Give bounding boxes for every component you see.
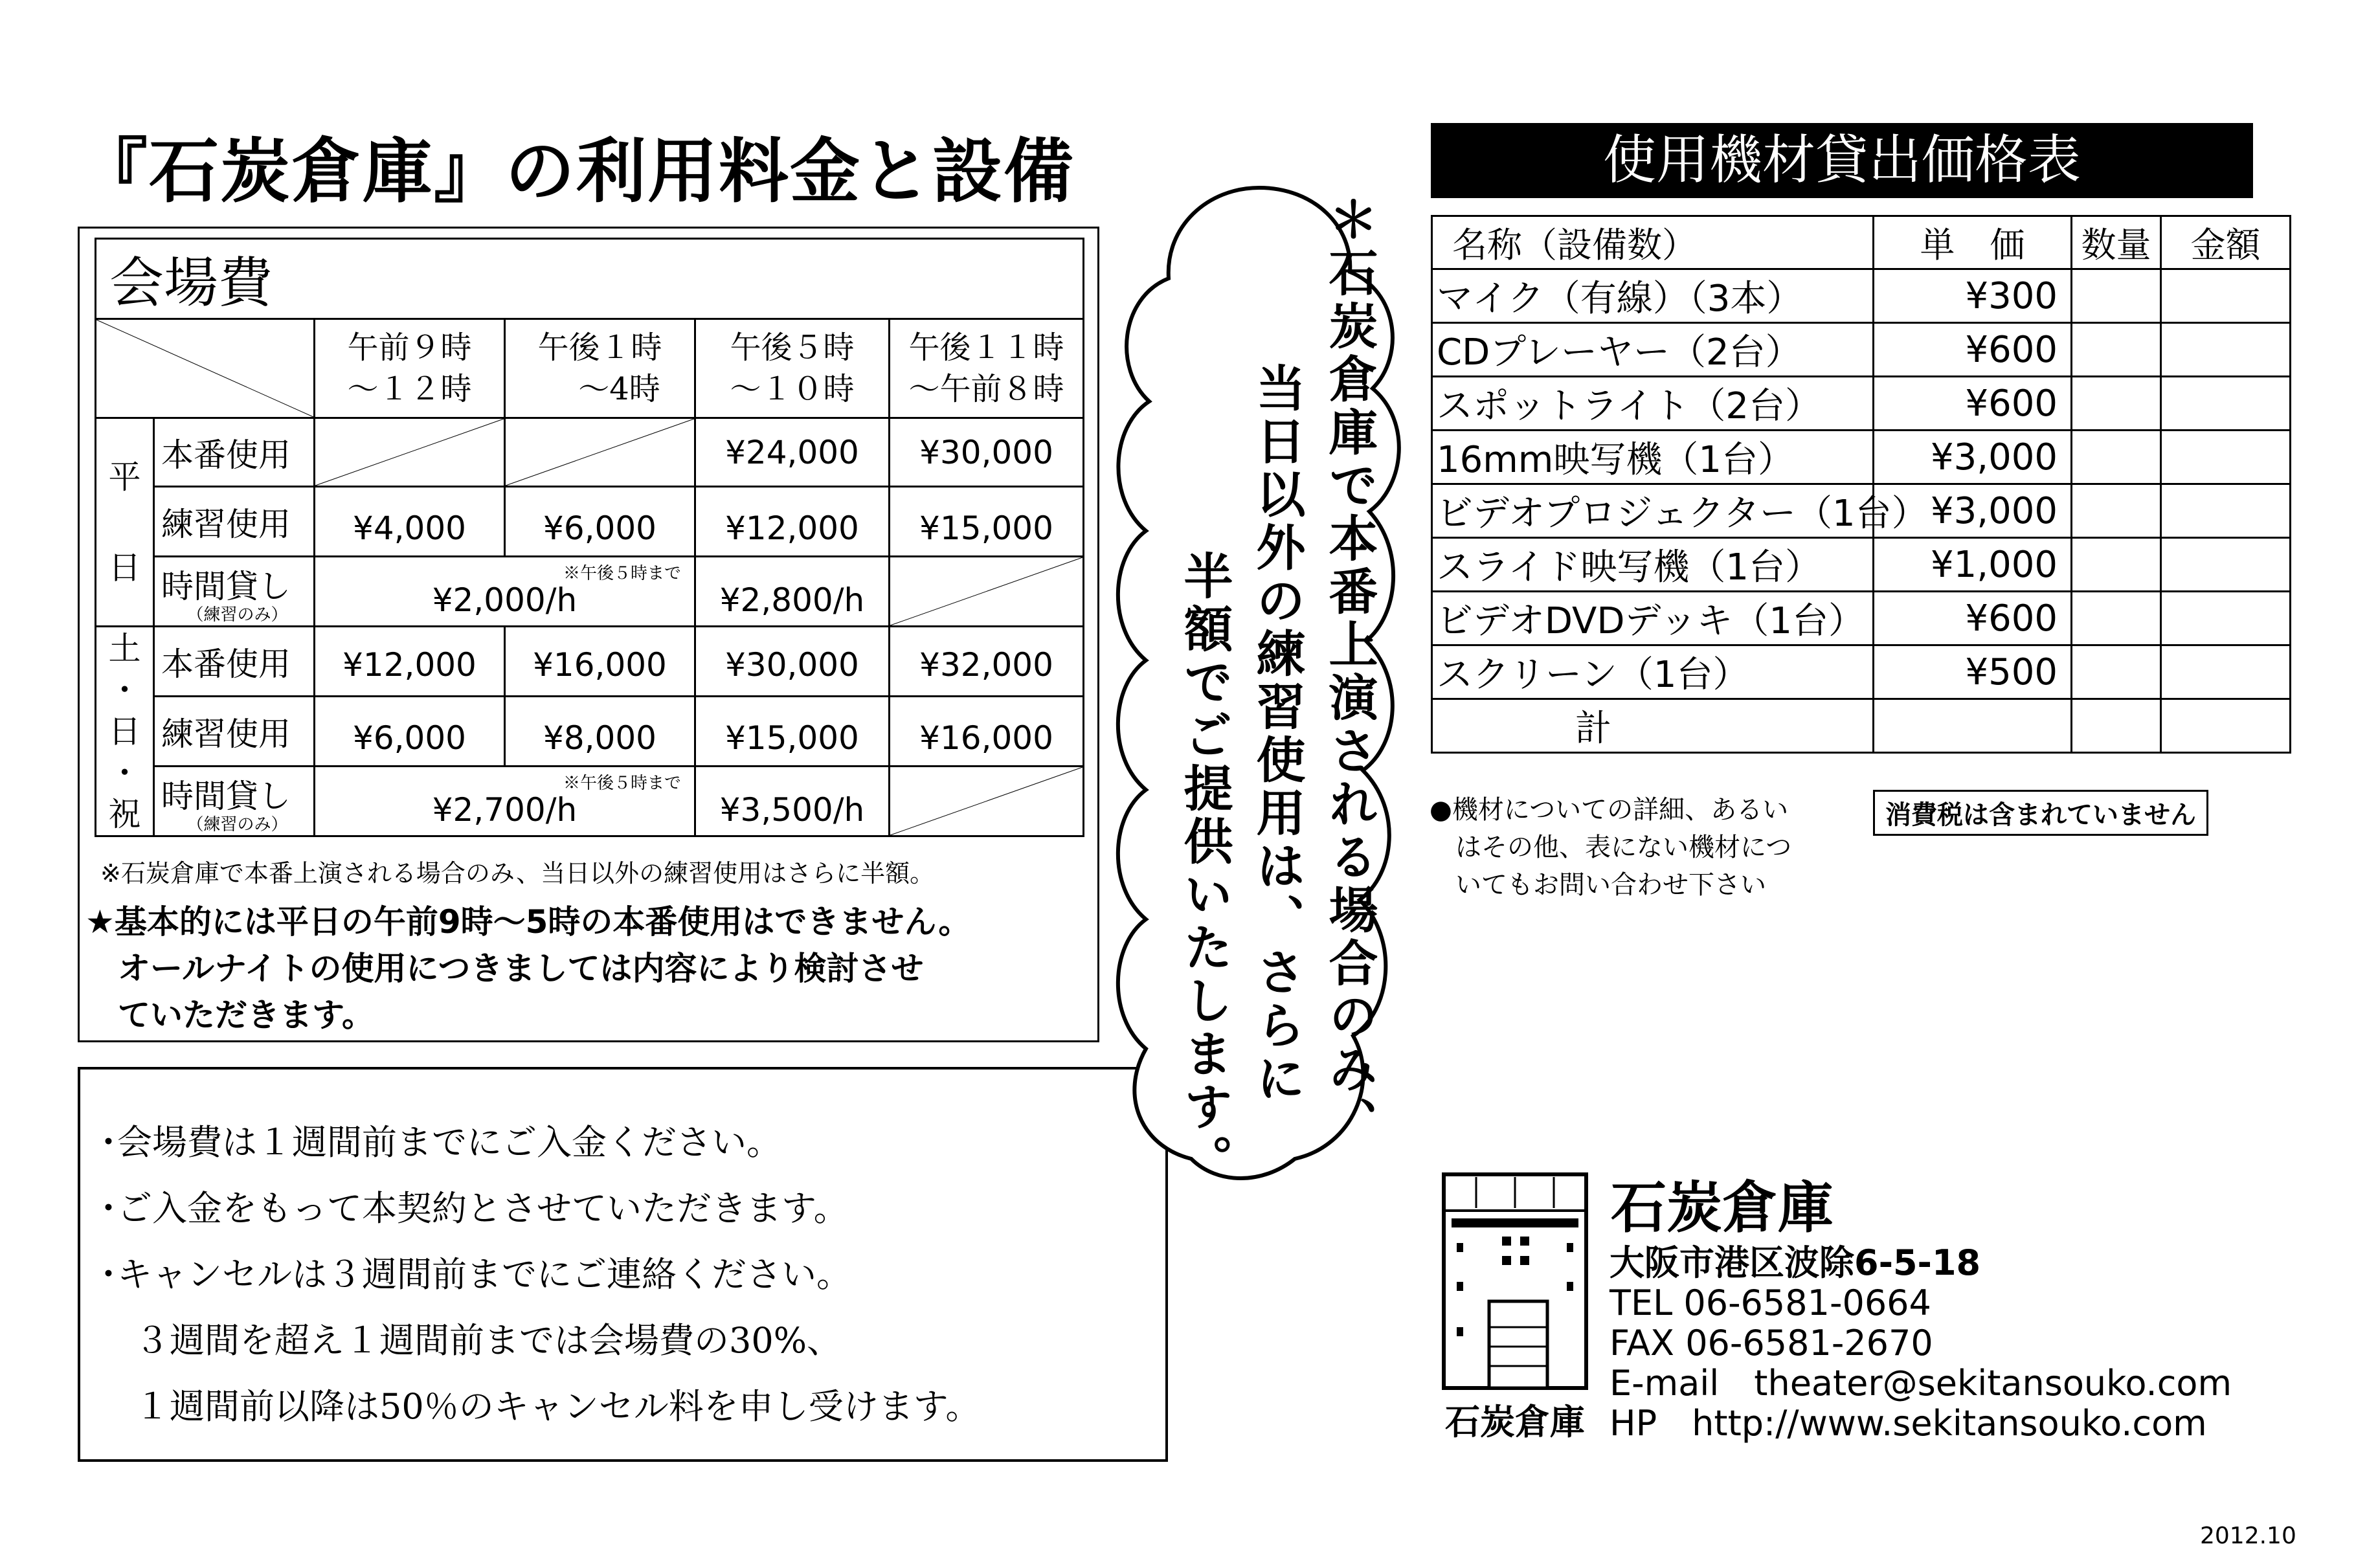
price-cell: ¥15,000 — [890, 487, 1084, 557]
equipment-price: ¥3,000 — [1874, 431, 2072, 484]
price-cell: ¥16,000 — [890, 697, 1084, 767]
qty-cell — [2072, 484, 2161, 538]
condition-item: ３週間を超え１週間前までは会場費の30%、 — [100, 1320, 842, 1361]
cloud-line-3: 半額でご提供いたします。 — [1176, 550, 1233, 1187]
column-header-morning: 午前９時 ～１２時 — [315, 319, 505, 418]
equipment-table — [1431, 215, 2291, 754]
equipment-total-row — [1432, 699, 2291, 753]
cloud-line-2: 当日以外の練習使用は、さらに — [1248, 363, 1306, 1106]
equipment-price: ¥600 — [1874, 592, 2072, 645]
price-cell: ¥16,000 — [505, 627, 695, 697]
row-label-weekday-main: 本番使用 — [154, 418, 315, 487]
price-cell-hourly: ※午後５時まで ¥2,700/h — [315, 767, 695, 836]
total-qty-cell — [2072, 699, 2161, 753]
equipment-header-name: 名称（設備数） — [1432, 216, 1874, 269]
equipment-row — [1432, 269, 2291, 323]
price-cell: ¥32,000 — [890, 627, 1084, 697]
column-header-afternoon: 午後１時 ～4時 — [505, 319, 695, 418]
cell-empty — [315, 418, 505, 487]
price-cell: ¥6,000 — [315, 697, 505, 767]
svg-text:石炭倉庫: 石炭倉庫 — [1445, 1402, 1585, 1442]
total-amount-cell — [2161, 699, 2291, 753]
price-cell: ¥12,000 — [315, 627, 505, 697]
amount-cell — [2161, 645, 2291, 699]
header-corner — [96, 319, 315, 418]
equipment-note: ●機材についての詳細、あるい はその他、表にない機材につ いてもお問い合わせ下さい — [1430, 795, 1792, 900]
row-label-holiday-hourly: 時間貸し （練習のみ） — [154, 767, 315, 836]
column-header-evening: 午後５時 ～１０時 — [695, 319, 890, 418]
condition-item: ･キャンセルは３週間前までにご連絡ください。 — [100, 1254, 851, 1295]
venue-fee-table — [95, 238, 1084, 837]
usage-restriction-note: ★基本的には平日の午前9時～5時の本番使用はできません。 オールナイトの使用につきましては内容により検討させ ていただきます。 — [85, 903, 971, 1034]
equipment-header-price: 単 価 — [1874, 216, 2072, 269]
equipment-name: スポットライト（2台） — [1432, 377, 1874, 431]
equipment-row — [1432, 377, 2291, 431]
contact-name: 石炭倉庫 — [1611, 1176, 1834, 1240]
column-header-night: 午後１１時 ～午前８時 — [890, 319, 1084, 418]
cell-empty — [505, 418, 695, 487]
price-cell: ¥30,000 — [890, 418, 1084, 487]
price-cell: ¥8,000 — [505, 697, 695, 767]
group-weekday: 平 日 — [96, 418, 154, 627]
amount-cell — [2161, 538, 2291, 592]
group-holiday: 土 ・ 日 ・ 祝 — [96, 627, 154, 836]
amount-cell — [2161, 431, 2291, 484]
price-cell: ¥2,800/h — [695, 557, 890, 627]
cloud-line-1: ＊石炭倉庫で本番上演される場合のみ、 — [1321, 194, 1378, 1150]
qty-cell — [2072, 431, 2161, 484]
cell-empty — [890, 767, 1084, 836]
equipment-name: ビデオDVDデッキ（1台） — [1432, 592, 1874, 645]
equipment-row — [1432, 592, 2291, 645]
equipment-total-label: 計 — [1432, 699, 1874, 753]
price-cell: ¥15,000 — [695, 697, 890, 767]
tax-note: 消費税は含まれていません — [1873, 790, 2208, 836]
price-cell: ¥6,000 — [505, 487, 695, 557]
price-cell: ¥12,000 — [695, 487, 890, 557]
price-cell: ¥3,500/h — [695, 767, 890, 836]
price-cell: ¥4,000 — [315, 487, 505, 557]
equipment-header-amount: 金額 — [2161, 216, 2291, 269]
discount-note: ※石炭倉庫で本番上演される場合のみ、当日以外の練習使用はさらに半額。 — [100, 859, 935, 888]
equipment-name: 16mm映写機（1台） — [1432, 431, 1874, 484]
equipment-row — [1432, 484, 2291, 538]
row-label-holiday-main: 本番使用 — [154, 627, 315, 697]
qty-cell — [2072, 592, 2161, 645]
contact-fax: FAX 06-6581-2670 — [1610, 1323, 1933, 1363]
contact-website: HP http://www.sekitansouko.com — [1610, 1403, 2207, 1444]
equipment-title: 使用機材貸出価格表 — [1431, 123, 2253, 198]
amount-cell — [2161, 377, 2291, 431]
contact-tel: TEL 06-6581-0664 — [1610, 1282, 1931, 1323]
equipment-price: ¥3,000 — [1874, 484, 2072, 538]
equipment-price: ¥500 — [1874, 645, 2072, 699]
equipment-price: ¥300 — [1874, 269, 2072, 323]
cell-empty — [890, 557, 1084, 627]
issue-date: 2012.10 — [2200, 1523, 2296, 1549]
equipment-row — [1432, 538, 2291, 592]
amount-cell — [2161, 269, 2291, 323]
qty-cell — [2072, 323, 2161, 377]
equipment-price: ¥600 — [1874, 323, 2072, 377]
payment-conditions — [78, 1067, 1168, 1462]
amount-cell — [2161, 592, 2291, 645]
equipment-name: ビデオプロジェクター（1台） — [1432, 484, 1874, 538]
equipment-row — [1432, 645, 2291, 699]
venue-fee-heading: 会場費 — [96, 239, 1084, 319]
row-label-weekday-hourly: 時間貸し （練習のみ） — [154, 557, 315, 627]
qty-cell — [2072, 269, 2161, 323]
qty-cell — [2072, 538, 2161, 592]
condition-item: ･会場費は１週間前までにご入金ください。 — [100, 1122, 781, 1163]
row-label-weekday-practice: 練習使用 — [154, 487, 315, 557]
amount-cell — [2161, 323, 2291, 377]
price-cell: ¥24,000 — [695, 418, 890, 487]
condition-item: ･ご入金をもって本契約とさせていただきます。 — [100, 1188, 849, 1229]
sekitan-souko-logo — [1437, 1172, 1593, 1444]
amount-cell — [2161, 484, 2291, 538]
contact-email: E-mail theater@sekitansouko.com — [1610, 1363, 2232, 1404]
equipment-name: マイク（有線）（3本） — [1432, 269, 1874, 323]
total-price-cell — [1874, 699, 2072, 753]
equipment-row — [1432, 323, 2291, 377]
equipment-header-qty: 数量 — [2072, 216, 2161, 269]
price-cell-hourly: ※午後５時まで ¥2,000/h — [315, 557, 695, 627]
equipment-price: ¥1,000 — [1874, 538, 2072, 592]
row-label-holiday-practice: 練習使用 — [154, 697, 315, 767]
equipment-row — [1432, 431, 2291, 484]
price-cell: ¥30,000 — [695, 627, 890, 697]
equipment-name: CDプレーヤー（2台） — [1432, 323, 1874, 377]
contact-address: 大阪市港区波除6-5-18 — [1610, 1242, 1981, 1283]
condition-item: １週間前以降は50％のキャンセル料を申し受けます。 — [100, 1386, 981, 1427]
contact-details — [1610, 1243, 2232, 1444]
qty-cell — [2072, 377, 2161, 431]
equipment-name: スクリーン（1台） — [1432, 645, 1874, 699]
page-title: 『石炭倉庫』の利用料金と設備 — [78, 131, 1075, 212]
qty-cell — [2072, 645, 2161, 699]
equipment-price: ¥600 — [1874, 377, 2072, 431]
equipment-name: スライド映写機（1台） — [1432, 538, 1874, 592]
